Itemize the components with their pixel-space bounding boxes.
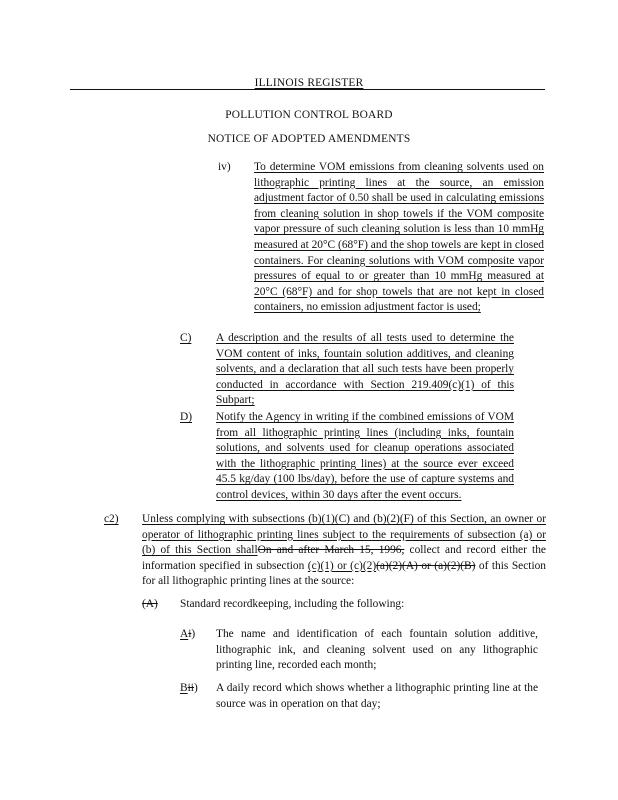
item-c2-text [142, 512, 546, 590]
notice-title: NOTICE OF ADOPTED AMENDMENTS [207, 133, 411, 145]
item-c2-text-end: of this Section for all lithographic printing lines at the source: [142, 559, 546, 588]
item-bii-label-old: ii [187, 682, 194, 694]
item-ai-label [180, 627, 195, 643]
item-c2-text-deleted: On and after March 15, 1996, [257, 544, 405, 557]
item-bii-text: A daily record which shows whether a lithographic printing line at the source was in operation on that day; [216, 682, 538, 710]
item-bii-label-new: B [180, 682, 188, 694]
item-iv-text: To determine VOM emissions from cleaning solvents used on lithographic printing lines at the source, an emission adjustment factor of 0.50 shall be used in calculating emissions from cleaning solution in shop towels if the VOM composite vapor pressure of such cleaning solution is less than 10 mmHg measured at 20°C (68°F) and the shop towels are kept in closed containers. For cleaning solutions with VOM composite vapor pressures of equal to or greater than 10 mmHg measured at 20°C (68°F) and for shop towels that are not kept in closed containers, no emission adjustment factor is used; [254, 161, 544, 314]
item-c-text: A description and the results of all tests used to determine the VOM content of inks, fountain solution additives, and cleaning solvents, and a declaration that all such tests have been properly conducted in accordance with Section 219.409(c)(1) of this Subpart; [216, 332, 514, 407]
item-bii-label-suffix: ) [193, 682, 198, 694]
item-ai-text: The name and identification of each fountain solution additive, lithographic ink, and cleaning solvent used on any lithographic printing line, recorded each month; [216, 628, 538, 672]
item-bii-label [180, 681, 198, 697]
item-iv-label: iv) [218, 161, 231, 173]
board-title: POLLUTION CONTROL BOARD [225, 109, 393, 121]
item-a-label: (A) [142, 598, 158, 610]
item-ai-label-old: i [188, 628, 192, 640]
item-c-label: C) [180, 332, 192, 344]
item-c2-text-inserted-ref: (c)(1) or (c)(2) [307, 559, 377, 572]
item-ai-label-new: A [180, 628, 189, 640]
register-title [0, 76, 618, 92]
item-c2-text-middle: collect and record either the information specified in subsection [142, 544, 546, 572]
item-c2-text-inserted: Unless complying with subsections (b)(1)(C) and (b)(2)(F) of this Section, an owner or operator of lithographic printing lines subject to the requirements of subsection (a) or (b) of this Section shall [142, 513, 546, 557]
register-title-text: ILLINOIS REGISTER [254, 77, 364, 89]
item-d-label: D) [180, 411, 193, 423]
item-d-text: Notify the Agency in writing if the combined emissions of VOM from all lithographic printing lines (including inks, fountain solutions, and solvents used for cleanup operations associated with the lithographic printing lines) at the source ever exceed 45.5 kg/day (100 lbs/day), before the use of capture systems and control devices, within 30 days after the event occurs. [216, 411, 514, 501]
item-c2-text-deleted-ref: (a)(2)(A) or (a)(2)(B) [376, 559, 476, 572]
item-a-text: Standard recordkeeping, including the following: [180, 598, 405, 610]
item-c2-label: c2) [104, 513, 119, 525]
item-ai-label-suffix: ) [191, 628, 196, 640]
